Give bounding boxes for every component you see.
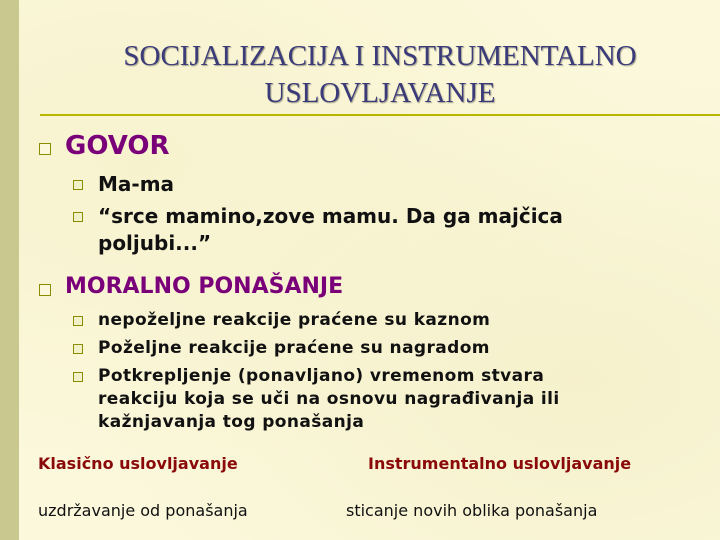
bullet-square-icon [39,284,51,296]
bullet-square-icon [73,344,83,354]
title-line-2: USLOVLJAVANJE [264,77,496,109]
bullet-square-icon [73,180,83,190]
bullet-square-icon [73,212,83,222]
list-item: “srce mamino,zove mamu. Da ga majčica [98,204,563,228]
bullet-square-icon [73,372,83,382]
section-heading-moralno: MORALNO PONAŠANJE [65,274,344,299]
title-divider [40,114,720,116]
title-line-1: SOCIJALIZACIJA I INSTRUMENTALNO [123,40,637,72]
list-item-continuation: reakciju koja se uči na osnovu nagrađivanja ili [98,389,560,409]
list-item-continuation: poljubi...” [98,231,212,255]
classical-conditioning-heading: Klasično uslovljavanje [38,454,238,473]
classical-conditioning-text: uzdržavanje od ponašanja [38,501,248,520]
bullet-square-icon [39,143,51,155]
instrumental-conditioning-heading: Instrumentalno uslovljavanje [368,454,632,473]
list-item-continuation: kažnjavanja tog ponašanja [98,412,365,432]
section-heading-govor: GOVOR [65,131,170,161]
instrumental-conditioning-text: sticanje novih oblika ponašanja [346,501,598,520]
list-item: Poželjne reakcije praćene su nagradom [98,338,490,358]
left-accent-bar [0,0,19,540]
list-item: Ma-ma [98,172,175,196]
slide-title [40,38,720,112]
list-item: Potkrepljenje (ponavljano) vremenom stvara [98,366,545,386]
bullet-square-icon [73,316,83,326]
list-item: nepoželjne reakcije praćene su kaznom [98,310,491,330]
